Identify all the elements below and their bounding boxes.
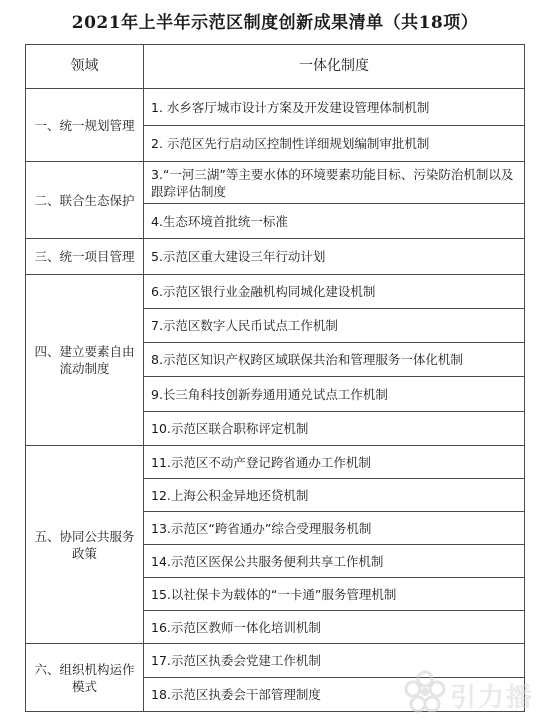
item-cell: 2. 示范区先行启动区控制性详细规划编制审批机制 <box>144 126 525 162</box>
item-cell: 8.示范区知识产权跨区域联保共治和管理服务一体化机制 <box>144 343 525 377</box>
item-cell: 12.上海公积金异地还贷机制 <box>144 479 525 512</box>
item-cell: 7.示范区数字人民币试点工作机制 <box>144 309 525 343</box>
domain-cell: 三、统一项目管理 <box>26 239 144 275</box>
watermark-text: 引力播 <box>450 683 535 713</box>
domain-cell: 一、统一规划管理 <box>26 89 144 162</box>
item-cell: 9.长三角科技创新券通用通兑试点工作机制 <box>144 377 525 412</box>
domain-cell: 二、联合生态保护 <box>26 162 144 239</box>
header-system: 一体化制度 <box>144 45 525 89</box>
page-title: 2021年上半年示范区制度创新成果清单（共18项） <box>71 13 479 33</box>
item-cell: 5.示范区重大建设三年行动计划 <box>144 239 525 275</box>
domain-cell: 五、协同公共服务政策 <box>26 446 144 644</box>
item-cell: 10.示范区联合职称评定机制 <box>144 412 525 446</box>
item-cell: 3.“一河三湖”等主要水体的环境要素功能目标、污染防治机制以及跟踪评估制度 <box>144 162 525 204</box>
item-cell: 15.以社保卡为载体的“一卡通”服务管理机制 <box>144 578 525 611</box>
table-row <box>26 239 525 275</box>
table-row <box>26 89 525 126</box>
flower-logo-icon <box>402 669 448 715</box>
table-row <box>26 162 525 204</box>
table-header-row <box>26 45 525 89</box>
item-cell: 14.示范区医保公共服务便利共享工作机制 <box>144 545 525 578</box>
item-cell: 4.生态环境首批统一标准 <box>144 204 525 239</box>
watermark <box>402 667 542 717</box>
domain-cell: 六、组织机构运作模式 <box>26 644 144 712</box>
header-domain: 领域 <box>26 45 144 89</box>
achievements-table <box>25 44 525 712</box>
domain-cell: 四、建立要素自由流动制度 <box>26 275 144 446</box>
table-row <box>26 446 525 479</box>
item-cell: 16.示范区教师一体化培训机制 <box>144 611 525 644</box>
item-cell: 1. 水乡客厅城市设计方案及开发建设管理体制机制 <box>144 89 525 126</box>
table-row <box>26 275 525 309</box>
item-cell: 11.示范区不动产登记跨省通办工作机制 <box>144 446 525 479</box>
item-cell: 6.示范区银行业金融机构同城化建设机制 <box>144 275 525 309</box>
item-cell: 18.示范区执委会干部管理制度 <box>144 678 525 712</box>
item-cell: 13.示范区“跨省通办”综合受理服务机制 <box>144 512 525 545</box>
item-cell: 17.示范区执委会党建工作机制 <box>144 644 525 678</box>
